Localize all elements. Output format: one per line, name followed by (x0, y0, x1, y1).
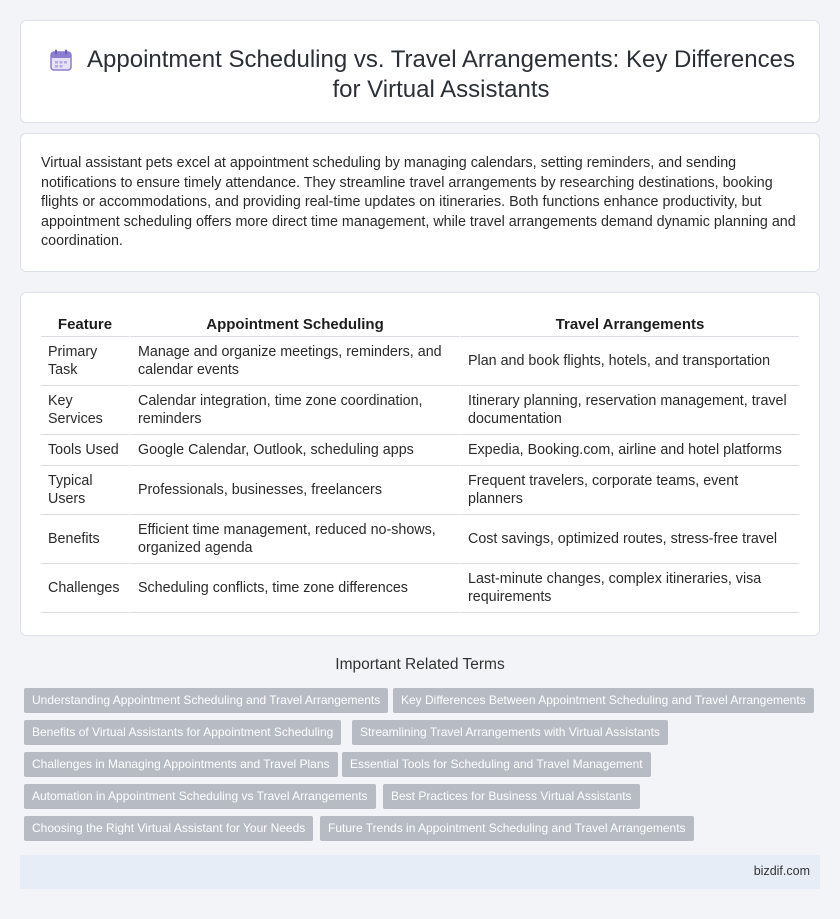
feature-cell: Typical Users (41, 466, 129, 515)
related-term-link[interactable]: Challenges in Managing Appointments and Travel Plans (24, 752, 338, 777)
appointment-cell: Manage and organize meetings, reminders, and calendar events (129, 337, 459, 386)
table-row (41, 337, 799, 386)
travel-cell: Expedia, Booking.com, airline and hotel platforms (459, 435, 799, 466)
feature-cell: Tools Used (41, 435, 129, 466)
travel-cell: Cost savings, optimized routes, stress-free travel (459, 515, 799, 564)
appointment-cell: Scheduling conflicts, time zone differences (129, 564, 459, 613)
related-term-link[interactable]: Key Differences Between Appointment Scheduling and Travel Arrangements (393, 688, 814, 713)
appointment-cell: Efficient time management, reduced no-shows, organized agenda (129, 515, 459, 564)
related-term-link[interactable]: Future Trends in Appointment Scheduling and Travel Arrangements (320, 816, 694, 841)
calendar-icon (48, 47, 74, 73)
feature-cell: Benefits (41, 515, 129, 564)
feature-cell: Key Services (41, 386, 129, 435)
travel-cell: Last-minute changes, complex itineraries, visa requirements (459, 564, 799, 613)
comparison-table-card (20, 292, 820, 636)
related-term-link[interactable]: Choosing the Right Virtual Assistant for Your Needs (24, 816, 313, 841)
header-feature: Feature (41, 315, 129, 337)
table-header-row (41, 315, 799, 337)
table-row (41, 386, 799, 435)
travel-cell: Itinerary planning, reservation management, travel documentation (459, 386, 799, 435)
title-card (20, 20, 820, 123)
travel-cell: Frequent travelers, corporate teams, event planners (459, 466, 799, 515)
appointment-cell: Professionals, businesses, freelancers (129, 466, 459, 515)
feature-cell: Primary Task (41, 337, 129, 386)
table-row (41, 564, 799, 613)
related-term-link[interactable]: Essential Tools for Scheduling and Travel Management (342, 752, 651, 777)
table-row (41, 515, 799, 564)
header-travel-arrangements: Travel Arrangements (459, 315, 799, 337)
table-row (41, 466, 799, 515)
summary-card (20, 133, 820, 272)
related-term-link[interactable]: Automation in Appointment Scheduling vs Travel Arrangements (24, 784, 376, 809)
appointment-cell: Google Calendar, Outlook, scheduling apps (129, 435, 459, 466)
feature-cell: Challenges (41, 564, 129, 613)
related-term-link[interactable]: Benefits of Virtual Assistants for Appointment Scheduling (24, 720, 341, 745)
header-appointment-scheduling: Appointment Scheduling (129, 315, 459, 337)
travel-cell: Plan and book flights, hotels, and transportation (459, 337, 799, 386)
related-term-link[interactable]: Understanding Appointment Scheduling and Travel Arrangements (24, 688, 388, 713)
related-terms-heading: Important Related Terms (335, 656, 505, 673)
page-title: Appointment Scheduling vs. Travel Arrangements: Key Differences for Virtual Assistants (87, 46, 795, 103)
related-term-link[interactable]: Best Practices for Business Virtual Assistants (383, 784, 640, 809)
related-term-link[interactable]: Streamlining Travel Arrangements with Virtual Assistants (352, 720, 668, 745)
summary-paragraph: Virtual assistant pets excel at appointment scheduling by managing calendars, setting reminders, and sending notifications to ensure timely attendance. They streamline travel arrangements by researching destinations, booking flights or accommodations, and providing real-time updates on itineraries. Both functions enhance productivity, but appointment scheduling offers more direct time management, while travel arrangements demand dynamic planning and coordination. (41, 155, 796, 249)
table-row (41, 435, 799, 466)
comparison-table (41, 315, 799, 613)
appointment-cell: Calendar integration, time zone coordination, reminders (129, 386, 459, 435)
site-name[interactable]: bizdif.com (753, 864, 810, 878)
footer (20, 855, 820, 889)
